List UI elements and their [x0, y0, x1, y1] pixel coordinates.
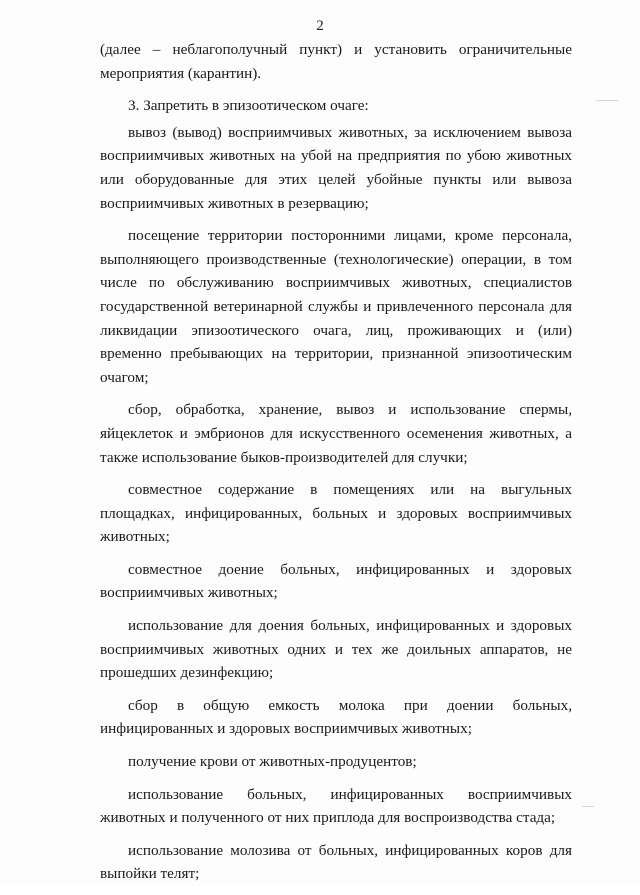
prohibition-item-export: вывоз (вывод) восприимчивых животных, за исключением вывоза восприимчивых животных на убой на предприятия по убою животных или оборудованные для этих целей убойные пункты или вывоза восприимчивых животных в резервацию; — [100, 123, 572, 212]
page-number: 2 — [316, 18, 324, 34]
prohibition-item-visits: посещение территории посторонними лицами, кроме персонала, выполняющего производственные (технологические) операции, в том числе по обслуживанию восприимчивых животных, специалистов государственной ветеринарной службы и привлеченного персонала для ликвидации эпизоотического очага, лиц, проживающих и (или) временно пребывающих на территории, признанной эпизоотическим очагом; — [100, 227, 572, 386]
prohibition-item-breeding-use: использование больных, инфицированных восприимчивых животных и полученного от них приплода для воспроизводства стада; — [100, 785, 572, 827]
prohibition-item-colostrum-use: использование молозива от больных, инфицированных коров для выпойки телят; — [100, 841, 572, 883]
prohibition-item-shared-milking-machines: использование для доения больных, инфицированных и здоровых восприимчивых животных одних и тех же доильных аппаратов, не прошедших дезинфекцию; — [100, 617, 572, 682]
prohibition-item-joint-housing: совместное содержание в помещениях или на выгульных площадках, инфицированных, больных и здоровых восприимчивых животных; — [100, 481, 572, 546]
prohibition-item-milk-collection: сбор в общую емкость молока при доении больных, инфицированных и здоровых восприимчивых животных; — [100, 696, 572, 738]
prohibition-item-semen-collection: сбор, обработка, хранение, вывоз и использование спермы, яйцеклеток и эмбрионов для искусственного осеменения животных, а также использование быков-производителей для случки; — [100, 401, 572, 466]
scan-artifact — [582, 806, 594, 807]
prohibition-item-blood-collection: получение крови от животных-продуцентов; — [128, 753, 417, 771]
prohibition-item-joint-milking: совместное доение больных, инфицированных и здоровых восприимчивых животных; — [100, 560, 572, 602]
scan-artifact — [596, 100, 618, 101]
numbered-clause-3: 3. Запретить в эпизоотическом очаге: — [128, 97, 369, 115]
document-body — [100, 38, 572, 895]
paragraph-continuation: (далее – неблагополучный пункт) и установить ограничительные мероприятия (карантин). — [100, 41, 572, 82]
